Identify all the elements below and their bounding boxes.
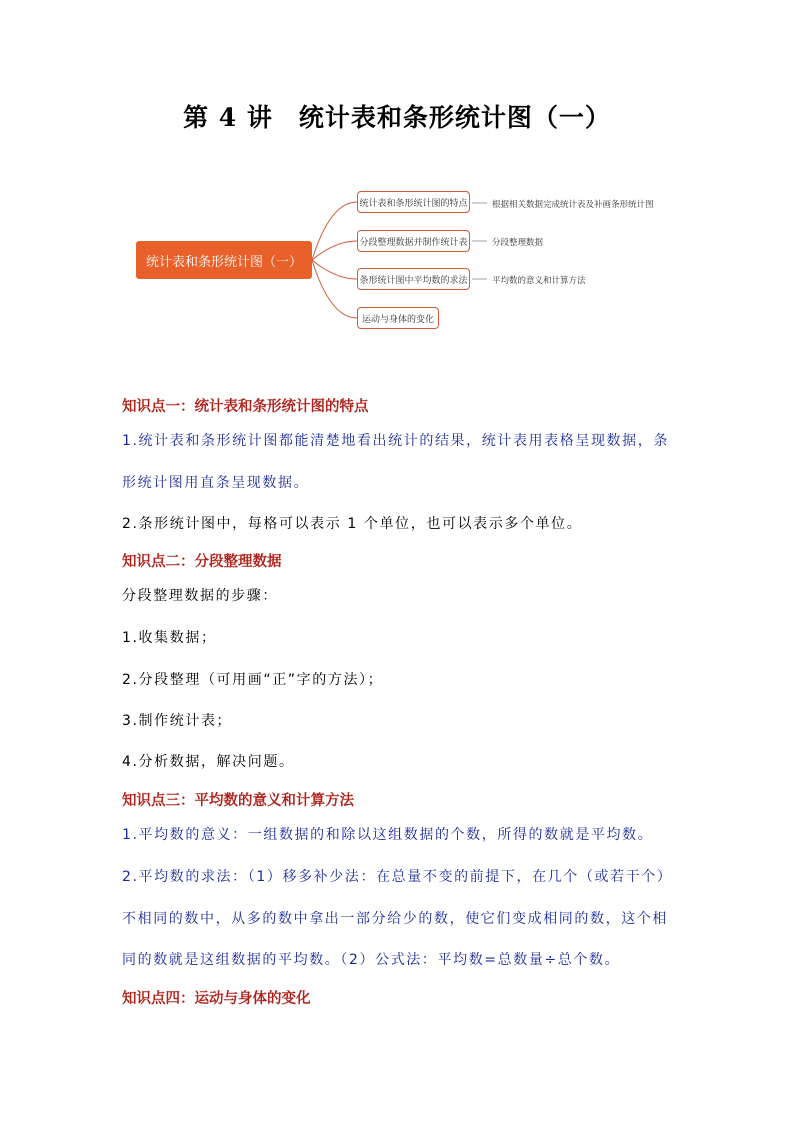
section-heading-1: 知识点一：统计表和条形统计图的特点 — [122, 399, 369, 415]
mind-map — [0, 180, 794, 340]
section-1-paragraph-2: 2.条形统计图中，每格可以表示 1 个单位，也可以表示多个单位。 — [122, 516, 583, 532]
section-3-paragraph-2c: 同的数就是这组数据的平均数。（2）公式法：平均数=总数量÷总个数。 — [122, 952, 621, 968]
mind-map-leaf-average: 平均数的意义和计算方法 — [492, 276, 586, 286]
mind-map-branch-exercise: 运动与身体的变化 — [357, 307, 439, 329]
mind-map-branch-features: 统计表和条形统计图的特点 — [357, 191, 470, 213]
section-heading-2: 知识点二：分段整理数据 — [122, 554, 282, 570]
mind-map-leaf-grouping: 分段整理数据 — [492, 238, 544, 248]
section-2-step-3: 3.制作统计表； — [122, 713, 233, 729]
mind-map-branch-grouping: 分段整理数据并制作统计表 — [357, 230, 470, 252]
section-2-intro: 分段整理数据的步骤： — [122, 588, 278, 604]
section-2-step-4: 4.分析数据，解决问题。 — [122, 754, 295, 770]
section-2-step-1: 1.收集数据； — [122, 630, 217, 646]
mind-map-branch-average: 条形统计图中平均数的求法 — [357, 268, 470, 290]
section-heading-4: 知识点四：运动与身体的变化 — [122, 991, 311, 1007]
mind-map-leaf-features: 根据相关数据完成统计表及补画条形统计图 — [492, 200, 654, 210]
section-3-paragraph-2b: 不相同的数中，从多的数中拿出一部分给少的数，使它们变成相同的数，这个相 — [122, 911, 668, 927]
section-3-paragraph-1: 1.平均数的意义：一组数据的和除以这组数据的个数，所得的数就是平均数。 — [122, 827, 654, 843]
page-title: 第 4 讲 统计表和条形统计图（一） — [183, 103, 611, 132]
section-heading-3: 知识点三：平均数的意义和计算方法 — [122, 793, 354, 809]
section-1-paragraph-1b: 形统计图用直条呈现数据。 — [122, 475, 310, 491]
section-2-step-2: 2.分段整理（可用画“正”字的方法）； — [122, 672, 384, 688]
section-1-paragraph-1a: 1.统计表和条形统计图都能清楚地看出统计的结果，统计表用表格呈现数据，条 — [122, 433, 669, 449]
section-3-paragraph-2a: 2.平均数的求法：（1）移多补少法：在总量不变的前提下，在几个（或若干个） — [122, 869, 673, 885]
mind-map-root: 统计表和条形统计图（一） — [136, 241, 312, 279]
